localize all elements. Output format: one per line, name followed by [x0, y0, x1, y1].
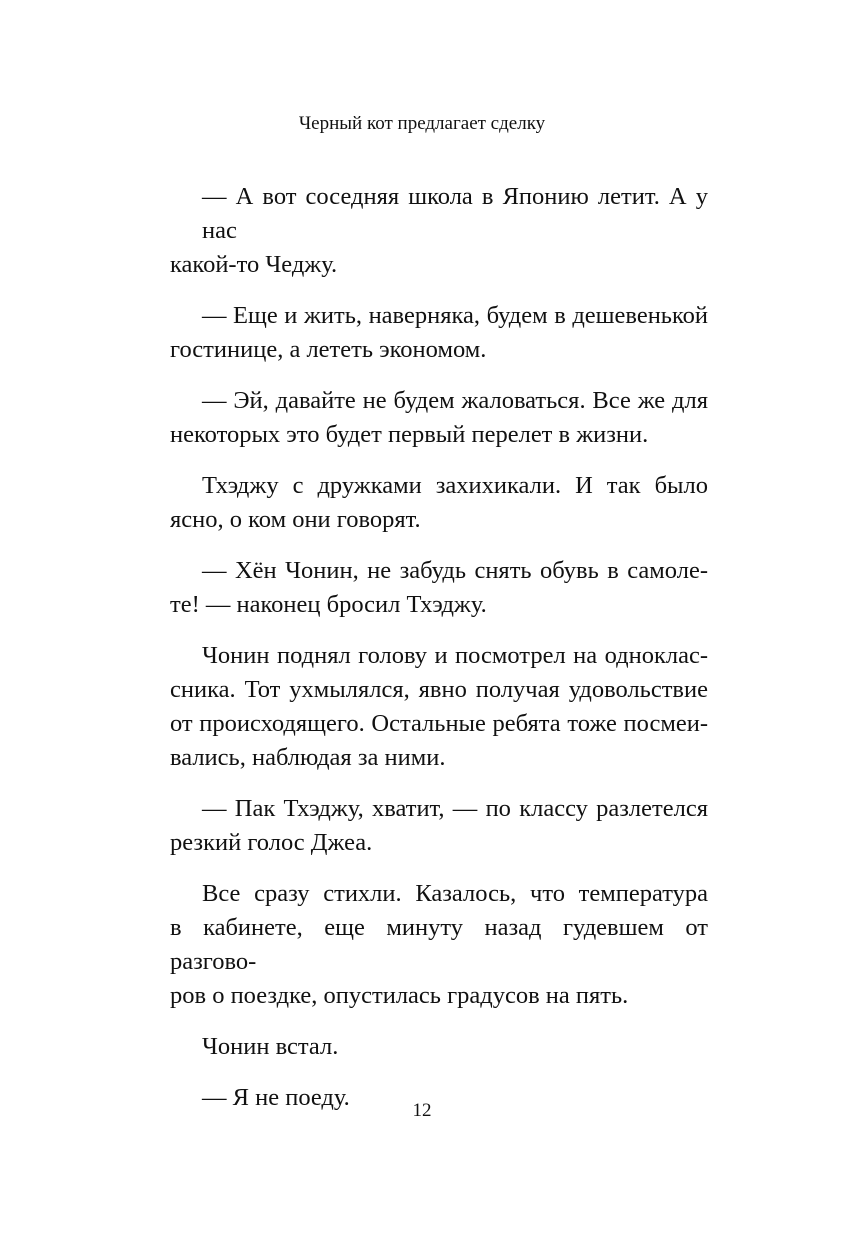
page-number: 12	[412, 1100, 432, 1121]
text-line: Тхэджу с дружками захихикали. И так было	[202, 472, 708, 499]
text-line: — Эй, давайте не будем жаловаться. Все же для	[202, 387, 708, 414]
text-line: гостинице, а лететь экономом.	[170, 336, 487, 363]
paragraph-7	[170, 792, 708, 860]
text-line: — А вот соседняя школа в Японию летит. А у нас	[202, 183, 708, 244]
text-line: те! — наконец бросил Тхэджу.	[170, 591, 487, 618]
paragraph-4	[170, 469, 708, 537]
text-line: Чонин встал.	[202, 1033, 339, 1060]
paragraph-5	[170, 554, 708, 622]
page-body	[170, 180, 708, 1132]
text-line: Все сразу стихли. Казалось, что температура	[202, 880, 708, 907]
text-line: — Хён Чонин, не забудь снять обувь в самоле-	[202, 557, 708, 584]
text-line: какой-то Чеджу.	[170, 251, 338, 278]
text-line: Чонин поднял голову и посмотрел на одноклас-	[202, 642, 708, 669]
text-line: сника. Тот ухмылялся, явно получая удовольствие	[170, 676, 708, 703]
text-line: — Я не поеду.	[202, 1084, 350, 1111]
text-line: ров о поездке, опустилась градусов на пять.	[170, 982, 629, 1009]
text-line: в кабинете, еще минуту назад гудевшем от разгово-	[170, 914, 708, 975]
paragraph-3	[170, 384, 708, 452]
paragraph-9	[170, 1030, 708, 1064]
text-line: вались, наблюдая за ними.	[170, 744, 446, 771]
text-line: — Еще и жить, наверняка, будем в дешевенькой	[202, 302, 708, 329]
text-line: резкий голос Джеа.	[170, 829, 373, 856]
paragraph-6	[170, 639, 708, 775]
text-line: ясно, о ком они говорят.	[170, 506, 421, 533]
paragraph-1	[170, 180, 708, 282]
text-line: некоторых это будет первый перелет в жизни.	[170, 421, 649, 448]
text-line: — Пак Тхэджу, хватит, — по классу разлетелся	[202, 795, 708, 822]
running-head: Черный кот предлагает сделку	[298, 113, 546, 134]
paragraph-2	[170, 299, 708, 367]
text-line: от происходящего. Остальные ребята тоже посмеи-	[170, 710, 708, 737]
paragraph-8	[170, 877, 708, 1013]
